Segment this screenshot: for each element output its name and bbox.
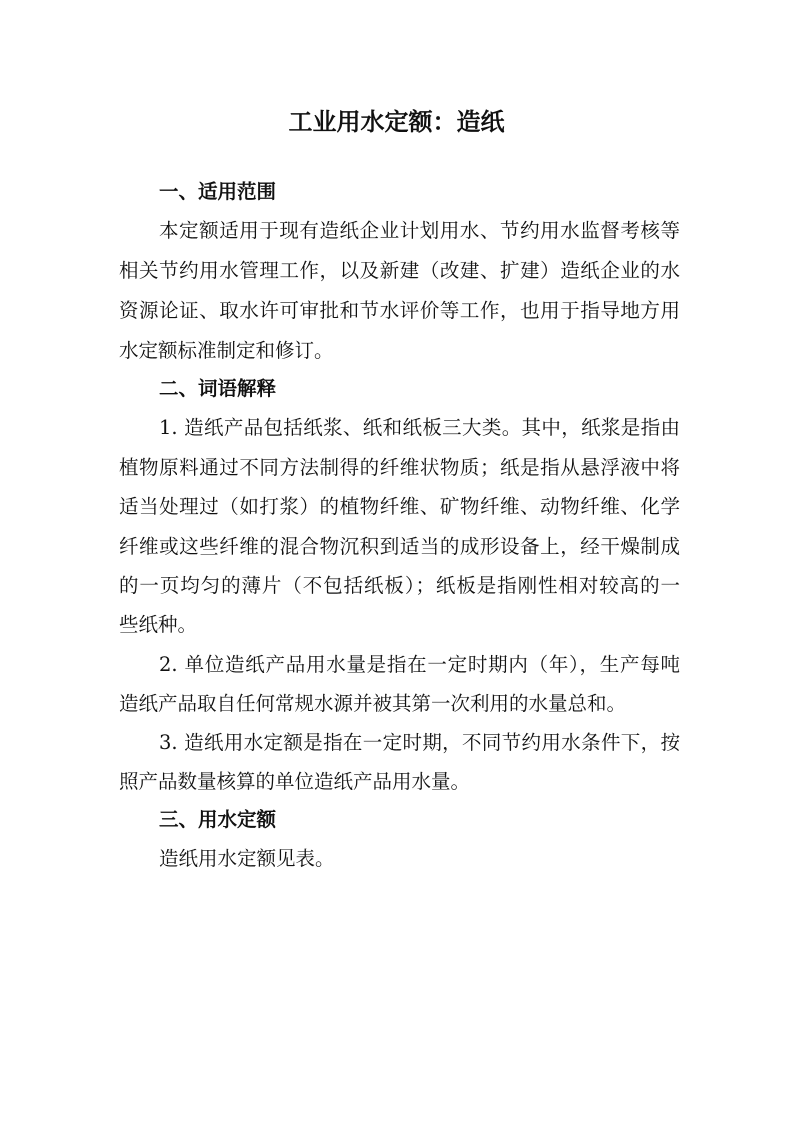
paragraph-line: 2. 单位造纸产品用水量是指在一定时期内（年），生产每吨 [159,653,680,676]
paragraph-line: 资源论证、取水许可审批和节水评价等工作，也用于指导地方用 [119,299,680,322]
paragraph-line: 适当处理过（如打浆）的植物纤维、矿物纤维、动物纤维、化学 [119,495,680,518]
paragraph-line: 造纸用水定额见表。 [159,847,335,870]
paragraph-line: 3. 造纸用水定额是指在一定时期，不同节约用水条件下，按 [159,731,680,754]
document-title: 工业用水定额：造纸 [288,108,505,136]
paragraph-line: 1. 造纸产品包括纸浆、纸和纸板三大类。其中，纸浆是指由 [159,416,680,439]
section-heading-quota: 三、用水定额 [159,808,277,831]
paragraph-line: 本定额适用于现有造纸企业计划用水、节约用水监督考核等 [159,219,680,242]
paragraph-line: 纤维或这些纤维的混合物沉积到适当的成形设备上，经干燥制成 [119,535,680,558]
paragraph-line: 照产品数量核算的单位造纸产品用水量。 [119,770,471,793]
paragraph-line: 相关节约用水管理工作，以及新建（改建、扩建）造纸企业的水 [119,259,680,282]
section-heading-scope: 一、适用范围 [159,180,277,203]
paragraph-line: 的一页均匀的薄片（不包括纸板）；纸板是指刚性相对较高的一 [119,574,680,597]
paragraph-line: 造纸产品取自任何常规水源并被其第一次利用的水量总和。 [119,692,627,715]
paragraph-line: 植物原料通过不同方法制得的纤维状物质；纸是指从悬浮液中将 [119,456,680,479]
paragraph-line: 水定额标准制定和修订。 [119,339,334,362]
section-heading-terms: 二、词语解释 [159,377,277,400]
paragraph-line: 些纸种。 [119,613,198,636]
